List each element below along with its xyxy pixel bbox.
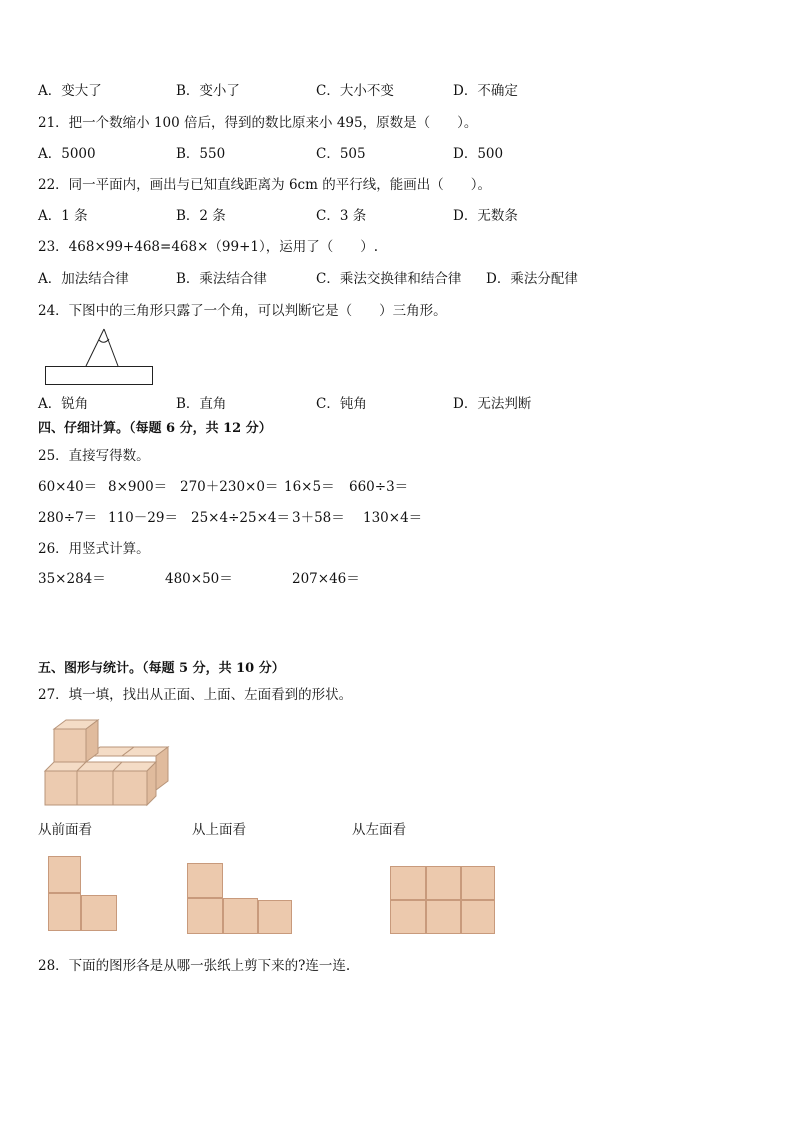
section5-heading: 五、图形与统计。（每题 5 分，共 10 分） <box>38 661 285 676</box>
left-view-square <box>461 900 495 934</box>
q25-r1-4: 16×5＝ <box>284 479 335 495</box>
top-view-square <box>187 863 223 898</box>
front-view-square <box>48 856 81 893</box>
q26-item-2: 480×50＝ <box>165 571 233 587</box>
q21-option-c: C．505 <box>316 146 366 162</box>
q23-option-a: A．加法结合律 <box>38 271 129 287</box>
q25-r1-5: 660÷3＝ <box>349 479 409 495</box>
view-label-left: 从左面看 <box>352 822 406 838</box>
q24-option-b: B．直角 <box>176 396 227 412</box>
hidden-triangle-figure <box>44 324 156 386</box>
q23-option-c: C．乘法交换律和结合律 <box>316 271 462 287</box>
q26-item-3: 207×46＝ <box>292 571 360 587</box>
q23-stem: 23．468×99+468=468×（99+1），运用了（ ）. <box>38 239 379 255</box>
q20-option-a: A．变大了 <box>38 83 102 99</box>
view-label-front: 从前面看 <box>38 822 92 838</box>
section4-heading: 四、仔细计算。（每题 6 分，共 12 分） <box>38 421 272 436</box>
front-view-square <box>48 893 81 931</box>
left-view-square <box>390 866 426 900</box>
left-view-square <box>461 866 495 900</box>
view-label-top: 从上面看 <box>192 822 246 838</box>
q22-option-b: B．2 条 <box>176 208 226 224</box>
q23-option-d: D．乘法分配律 <box>486 271 578 287</box>
left-view-square <box>426 900 461 934</box>
q22-option-a: A．1 条 <box>38 208 88 224</box>
q22-option-d: D．无数条 <box>453 208 518 224</box>
q22-option-c: C．3 条 <box>316 208 367 224</box>
q28-stem: 28．下面的图形各是从哪一张纸上剪下来的?连一连. <box>38 958 351 974</box>
q23-option-b: B．乘法结合律 <box>176 271 267 287</box>
q25-r2-3: 25×4÷25×4＝ <box>191 510 290 526</box>
q26-stem: 26．用竖式计算。 <box>38 541 150 557</box>
q21-stem: 21．把一个数缩小 100 倍后，得到的数比原来小 495，原数是（ ）。 <box>38 115 478 131</box>
q25-r2-5: 130×4＝ <box>363 510 423 526</box>
q25-stem: 25．直接写得数。 <box>38 448 150 464</box>
q26-item-1: 35×284＝ <box>38 571 106 587</box>
q20-option-b: B．变小了 <box>176 83 240 99</box>
left-view-square <box>426 866 461 900</box>
cube-stack-figure <box>42 716 172 808</box>
q24-option-a: A．锐角 <box>38 396 89 412</box>
q22-stem: 22．同一平面内，画出与已知直线距离为 6cm 的平行线，能画出（ ）。 <box>38 177 491 193</box>
top-view-square <box>258 900 292 934</box>
q21-option-a: A．5000 <box>38 146 96 162</box>
q20-option-c: C．大小不变 <box>316 83 394 99</box>
q25-r1-2: 8×900＝ <box>108 479 168 495</box>
top-view-square <box>223 898 258 934</box>
q25-r2-4: 3＋58＝ <box>292 510 345 526</box>
left-view-square <box>390 900 426 934</box>
front-view-square <box>81 895 117 931</box>
q21-option-d: D．500 <box>453 146 504 162</box>
q21-option-b: B．550 <box>176 146 226 162</box>
q27-stem: 27．填一填，找出从正面、上面、左面看到的形状。 <box>38 687 353 703</box>
q24-stem: 24．下图中的三角形只露了一个角，可以判断它是（ ）三角形。 <box>38 303 447 319</box>
q24-option-d: D．无法判断 <box>453 396 532 412</box>
q24-option-c: C．钝角 <box>316 396 367 412</box>
q25-r2-1: 280÷7＝ <box>38 510 98 526</box>
q25-r1-1: 60×40＝ <box>38 479 98 495</box>
q25-r1-3: 270＋230×0＝ <box>180 479 279 495</box>
q20-option-d: D．不确定 <box>453 83 518 99</box>
q25-r2-2: 110－29＝ <box>108 510 178 526</box>
top-view-square <box>187 898 223 934</box>
